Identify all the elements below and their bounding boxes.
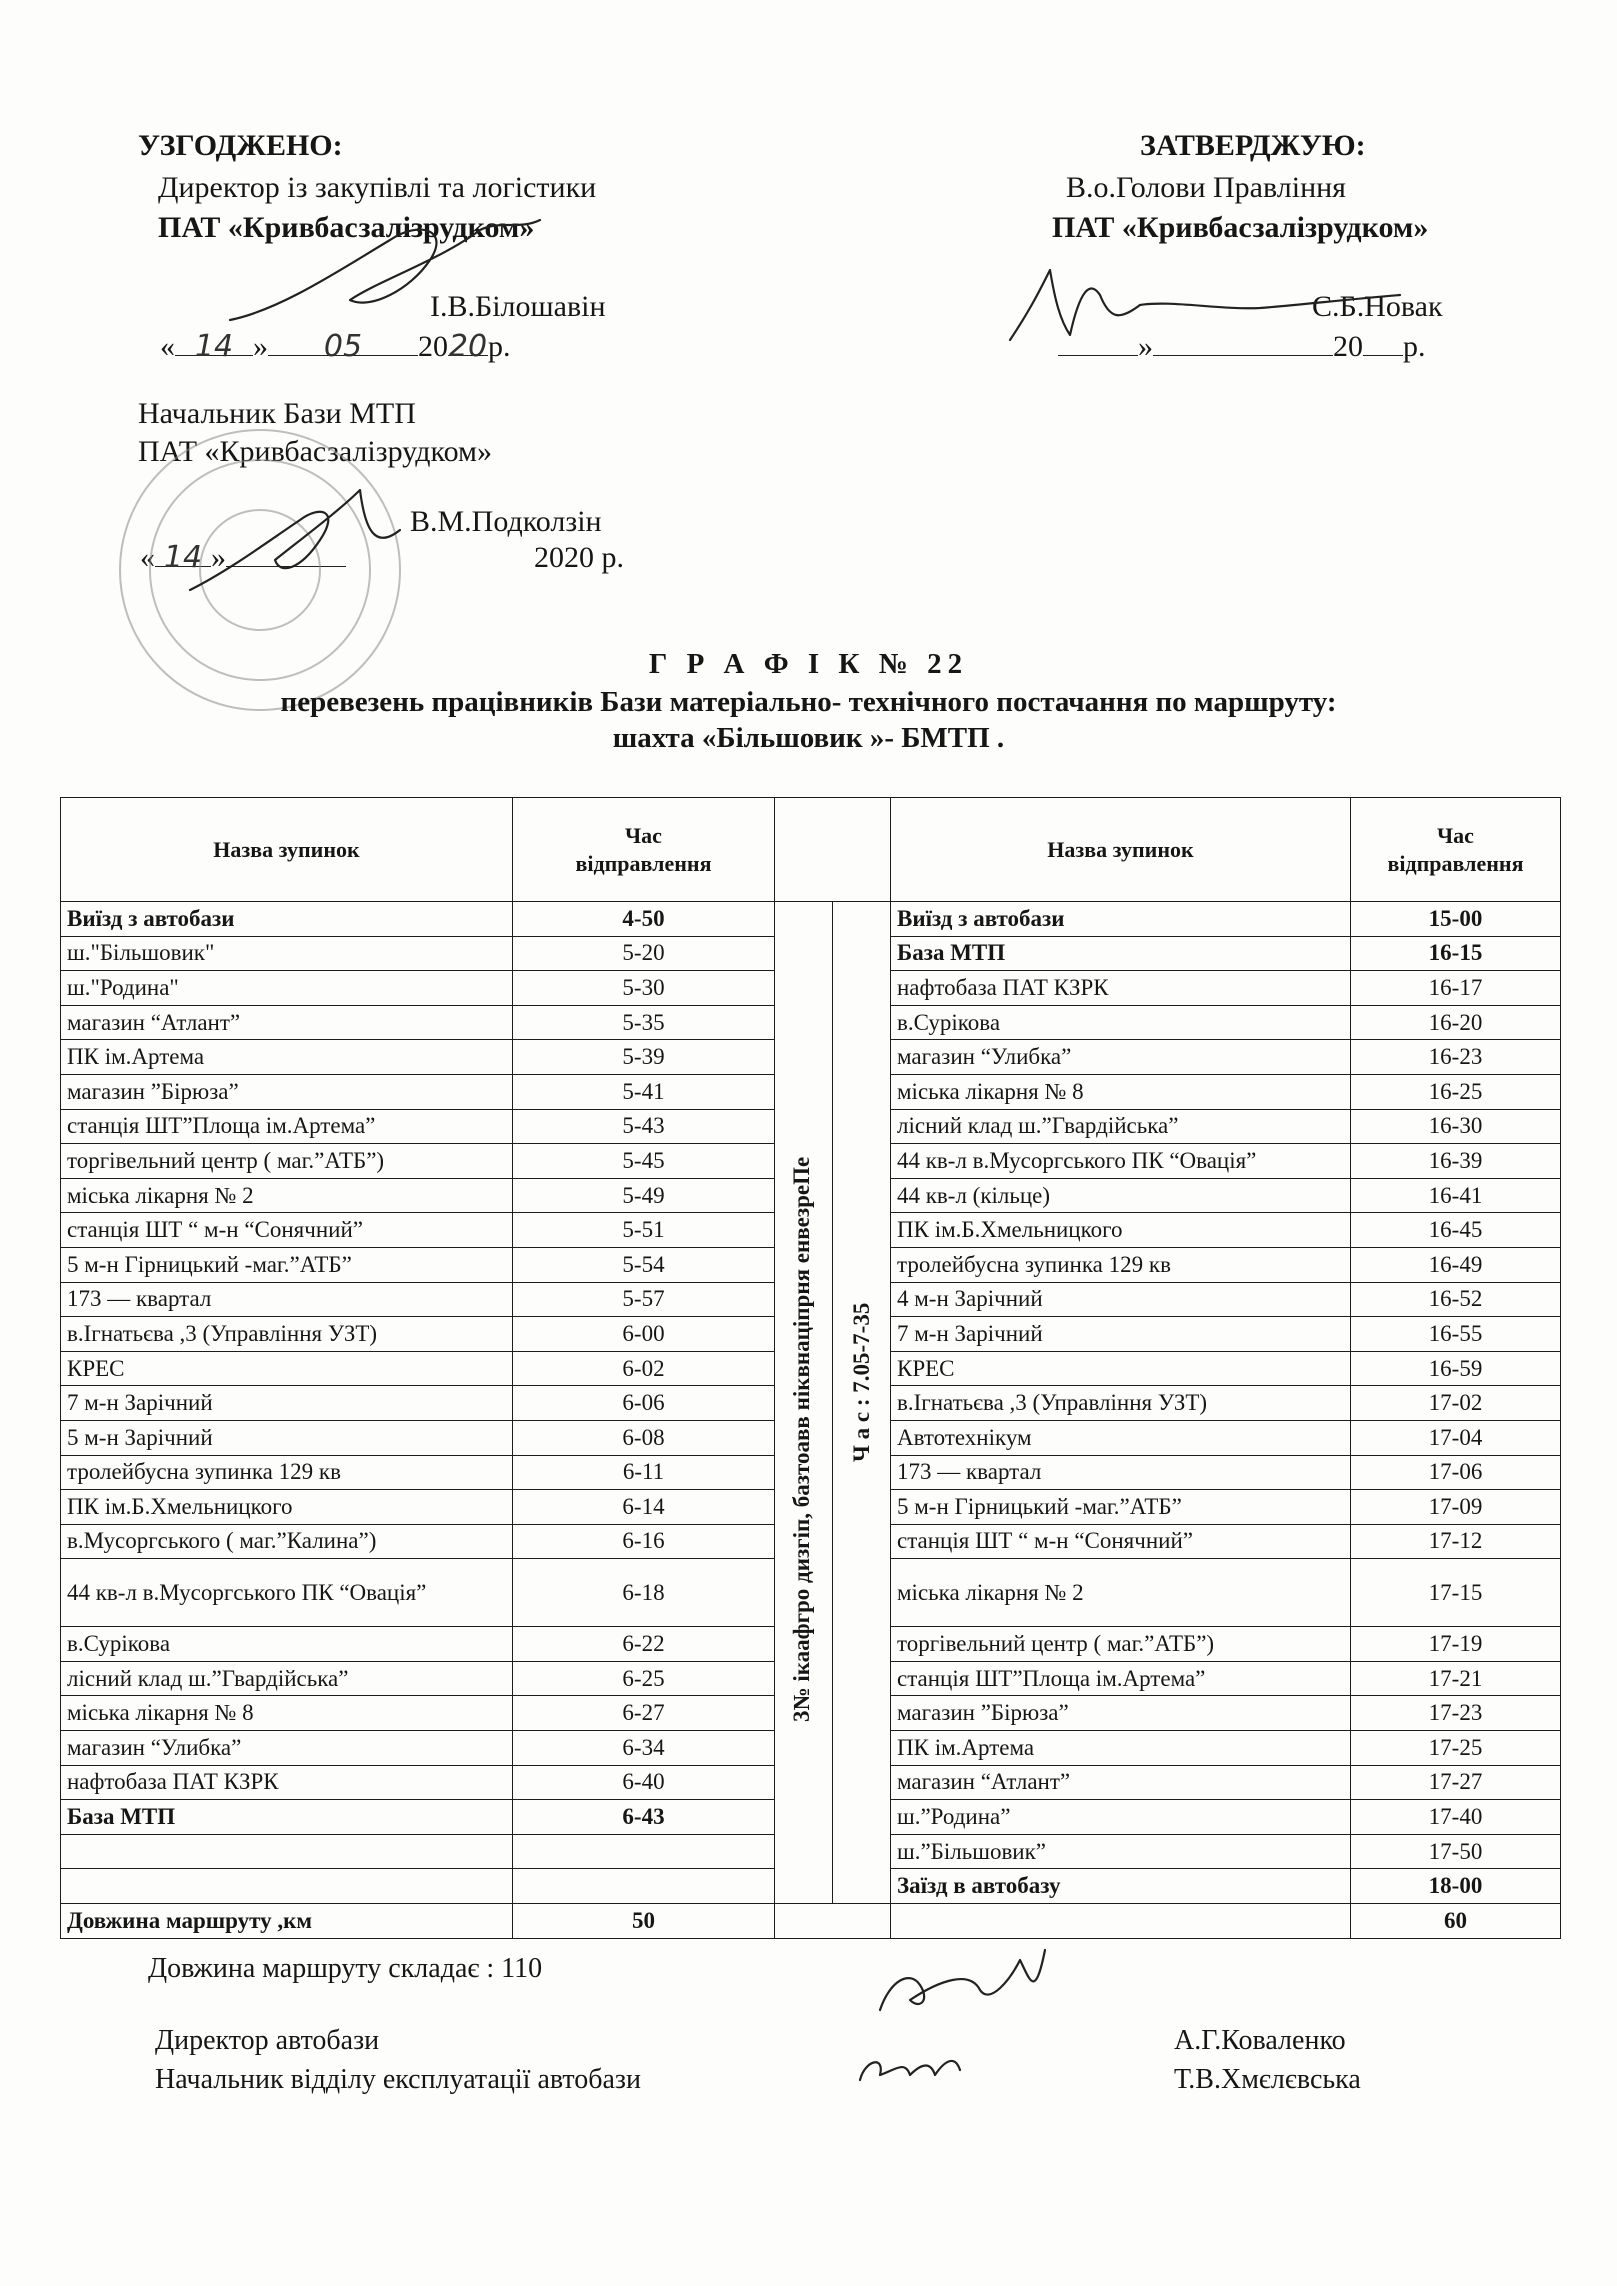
route-length-total: Довжина маршруту складає : 110 (148, 1953, 543, 1984)
departure-time-return: 16-25 (1351, 1074, 1561, 1109)
departure-time-return: 15-00 (1351, 902, 1561, 937)
stop-name-return: 4 м-н Зарічний (891, 1282, 1351, 1317)
departure-time-return: 17-12 (1351, 1524, 1561, 1559)
vertical-note-time (833, 902, 891, 1904)
departure-time-outbound: 6-02 (513, 1351, 775, 1386)
departure-time-return: 16-30 (1351, 1109, 1561, 1144)
departure-time-outbound: 6-43 (513, 1800, 775, 1835)
stop-name-outbound: в.Мусоргського ( маг.”Калина”) (61, 1524, 513, 1559)
departure-time-outbound: 6-06 (513, 1386, 775, 1421)
departure-time-outbound: 5-30 (513, 971, 775, 1006)
stop-name-outbound: База МТП (61, 1800, 513, 1835)
footer-name-ops-chief: Т.В.Хмєлєвська (1174, 2064, 1361, 2095)
total-return-label (891, 1904, 1351, 1939)
stop-name-return: станція ШТ”Площа ім.Артема” (891, 1661, 1351, 1696)
stop-name-outbound: торгівельний центр ( маг.”АТБ”) (61, 1144, 513, 1179)
stop-name-outbound: ш."Більшовик" (61, 936, 513, 971)
departure-time-return: 16-41 (1351, 1178, 1561, 1213)
col-header-stops-right: Назва зупинок (891, 798, 1351, 902)
stop-name-outbound: ПК ім.Артема (61, 1040, 513, 1075)
departure-time-return: 17-19 (1351, 1627, 1561, 1662)
total-return: 60 (1351, 1904, 1561, 1939)
vertical-note-route-text: 3№ ікаафгро дизгіп, базтоавв ніквнаціпрня енвезреПе (789, 1156, 814, 1722)
departure-time-outbound: 5-20 (513, 936, 775, 971)
stop-name-outbound: 5 м-н Гірницький -маг.”АТБ” (61, 1247, 513, 1282)
departure-time-return: 16-17 (1351, 971, 1561, 1006)
col-header-stops-left: Назва зупинок (61, 798, 513, 902)
stop-name-outbound: магазин “Улибка” (61, 1731, 513, 1766)
stop-name-return: нафтобаза ПАТ КЗРК (891, 971, 1351, 1006)
departure-time-return: 16-59 (1351, 1351, 1561, 1386)
stop-name-return: магазин “Улибка” (891, 1040, 1351, 1075)
departure-time-outbound: 6-00 (513, 1317, 775, 1352)
departure-time-outbound: 6-40 (513, 1765, 775, 1800)
departure-time-return: 17-25 (1351, 1731, 1561, 1766)
stop-name-outbound: 7 м-н Зарічний (61, 1386, 513, 1421)
stop-name-outbound: ш."Родина" (61, 971, 513, 1006)
stop-name-return: Виїзд з автобази (891, 902, 1351, 937)
stop-name-return: ш.”Більшовик” (891, 1834, 1351, 1869)
stop-name-outbound: в.Ігнатьєва ,3 (Управління УЗТ) (61, 1317, 513, 1352)
total-outbound: 50 (513, 1904, 775, 1939)
col-header-time-right: Час відправлення (1351, 798, 1561, 902)
departure-time-return: 16-49 (1351, 1247, 1561, 1282)
col-header-middle (775, 798, 891, 902)
footer-role-director: Директор автобази (155, 2025, 380, 2056)
departure-time-return: 16-20 (1351, 1005, 1561, 1040)
departure-time-return: 16-52 (1351, 1282, 1561, 1317)
signature-left (220, 200, 560, 364)
schedule-title: Г Р А Ф І К № 22 (648, 648, 969, 680)
departure-time-return: 17-21 (1351, 1661, 1561, 1696)
departure-time-outbound: 6-34 (513, 1731, 775, 1766)
stop-name-return: Автотехнікум (891, 1420, 1351, 1455)
departure-time-outbound: 5-54 (513, 1247, 775, 1282)
vertical-note-time-text: Ч а с : 7.05-7-35 (849, 1302, 874, 1462)
departure-time-return: 17-27 (1351, 1765, 1561, 1800)
stop-name-return: 7 м-н Зарічний (891, 1317, 1351, 1352)
base-chief-line1: Начальник Бази МТП (138, 397, 416, 430)
stop-name-return: 5 м-н Гірницький -маг.”АТБ” (891, 1490, 1351, 1525)
stop-name-return: 44 кв-л (кільце) (891, 1178, 1351, 1213)
stop-name-return: лісний клад ш.”Гвардійська” (891, 1109, 1351, 1144)
departure-time-outbound: 6-16 (513, 1524, 775, 1559)
approval-heading-right: ЗАТВЕРДЖУЮ: (1140, 129, 1366, 162)
departure-time-outbound: 5-49 (513, 1178, 775, 1213)
approval-left-org: ПАТ «Кривбасзалізрудком» (158, 211, 535, 244)
schedule-table (60, 797, 1560, 1933)
departure-time-return: 17-15 (1351, 1559, 1561, 1627)
approval-left-year: 20 (448, 329, 488, 364)
stop-name-return: ш.”Родина” (891, 1800, 1351, 1835)
departure-time-outbound: 6-08 (513, 1420, 775, 1455)
col-header-time-left: Час відправлення (513, 798, 775, 902)
schedule-route: шахта «Більшовик »- БМТП . (612, 722, 1005, 754)
stop-name-outbound: магазин ”Бірюза” (61, 1074, 513, 1109)
departure-time-outbound: 5-39 (513, 1040, 775, 1075)
departure-time-return: 16-23 (1351, 1040, 1561, 1075)
stop-name-outbound: міська лікарня № 2 (61, 1178, 513, 1213)
signature-base-chief (170, 470, 430, 610)
departure-time-outbound: 4-50 (513, 902, 775, 937)
base-chief-line2: ПАТ «Кривбасзалізрудком» (138, 435, 493, 468)
departure-time-outbound: 6-27 (513, 1696, 775, 1731)
approval-left-date: « 14 » 05 2020р. (160, 329, 511, 364)
signature-ops-chief (850, 2040, 970, 2100)
stop-name-outbound: міська лікарня № 8 (61, 1696, 513, 1731)
departure-time-outbound: 6-14 (513, 1490, 775, 1525)
footer-name-director: А.Г.Коваленко (1174, 2025, 1346, 2056)
footer-role-ops-chief: Начальник відділу експлуатації автобази (155, 2064, 641, 2095)
total-label: Довжина маршруту ,км (61, 1904, 513, 1939)
stop-name-outbound: 173 — квартал (61, 1282, 513, 1317)
stop-name-return: магазин “Атлант” (891, 1765, 1351, 1800)
approval-left-line1: Директор із закупівлі та логістики (158, 171, 597, 204)
schedule-subtitle: перевезень працівників Бази матеріально- технічного постачання по маршруту: (280, 686, 1337, 718)
departure-time-outbound: 6-18 (513, 1559, 775, 1627)
stop-name-outbound: в.Сурікова (61, 1627, 513, 1662)
approval-left-month: 05 (268, 329, 418, 356)
departure-time-outbound: 5-57 (513, 1282, 775, 1317)
departure-time-return: 18-00 (1351, 1869, 1561, 1904)
departure-time-return: 16-55 (1351, 1317, 1561, 1352)
stop-name-return: тролейбусна зупинка 129 кв (891, 1247, 1351, 1282)
stop-name-return: станція ШТ “ м-н “Сонячний” (891, 1524, 1351, 1559)
stop-name-outbound: станція ШТ “ м-н “Сонячний” (61, 1213, 513, 1248)
vertical-note-route (775, 902, 833, 1904)
departure-time-return: 17-02 (1351, 1386, 1561, 1421)
stop-name-outbound: нафтобаза ПАТ КЗРК (61, 1765, 513, 1800)
total-middle (775, 1904, 891, 1939)
departure-time-outbound: 5-51 (513, 1213, 775, 1248)
departure-time-outbound: 5-35 (513, 1005, 775, 1040)
departure-time-outbound: 6-11 (513, 1455, 775, 1490)
table-row (61, 902, 1561, 937)
stop-name-return: 44 кв-л в.Мусоргського ПК “Овація” (891, 1144, 1351, 1179)
departure-time-return: 17-09 (1351, 1490, 1561, 1525)
base-chief-year: 2020 р. (534, 541, 624, 574)
stop-name-return: в.Сурікова (891, 1005, 1351, 1040)
departure-time-outbound (513, 1869, 775, 1904)
stop-name-outbound: Виїзд з автобази (61, 902, 513, 937)
approval-right-name: С.Б.Новак (1312, 290, 1443, 323)
approval-right-org: ПАТ «Кривбасзалізрудком» (1052, 211, 1429, 244)
departure-time-return: 17-40 (1351, 1800, 1561, 1835)
departure-time-return: 17-23 (1351, 1696, 1561, 1731)
departure-time-return: 17-06 (1351, 1455, 1561, 1490)
departure-time-return: 16-15 (1351, 936, 1561, 971)
base-chief-date: « 14 » (140, 540, 346, 576)
approval-right-date: » 20 р. (1058, 329, 1426, 365)
stop-name-return: ПК ім.Артема (891, 1731, 1351, 1766)
departure-time-return: 17-04 (1351, 1420, 1561, 1455)
departure-time-outbound: 6-25 (513, 1661, 775, 1696)
departure-time-return: 16-39 (1351, 1144, 1561, 1179)
stop-name-return: База МТП (891, 936, 1351, 971)
approval-heading-left: УЗГОДЖЕНО: (138, 129, 343, 162)
stop-name-return: торгівельний центр ( маг.”АТБ”) (891, 1627, 1351, 1662)
stop-name-return: ПК ім.Б.Хмельницкого (891, 1213, 1351, 1248)
stop-name-outbound: станція ШТ”Площа ім.Артема” (61, 1109, 513, 1144)
stop-name-outbound: ПК ім.Б.Хмельницкого (61, 1490, 513, 1525)
stop-name-return: КРЕС (891, 1351, 1351, 1386)
stop-name-outbound (61, 1834, 513, 1869)
departure-time-return: 16-45 (1351, 1213, 1561, 1248)
departure-time-outbound: 5-45 (513, 1144, 775, 1179)
approval-right-line1: В.о.Голови Правління (1066, 171, 1346, 204)
stop-name-outbound (61, 1869, 513, 1904)
stop-name-return: міська лікарня № 2 (891, 1559, 1351, 1627)
departure-time-outbound (513, 1834, 775, 1869)
departure-time-outbound: 5-43 (513, 1109, 775, 1144)
table-total-row (61, 1904, 1561, 1939)
base-chief-day: 14 (155, 540, 211, 567)
departure-time-outbound: 6-22 (513, 1627, 775, 1662)
departure-time-outbound: 5-41 (513, 1074, 775, 1109)
base-chief-name: В.М.Подколзін (410, 505, 602, 538)
stop-name-outbound: лісний клад ш.”Гвардійська” (61, 1661, 513, 1696)
stop-name-outbound: КРЕС (61, 1351, 513, 1386)
stop-name-return: 173 — квартал (891, 1455, 1351, 1490)
stop-name-outbound: магазин “Атлант” (61, 1005, 513, 1040)
stop-name-return: в.Ігнатьєва ,3 (Управління УЗТ) (891, 1386, 1351, 1421)
stop-name-outbound: тролейбусна зупинка 129 кв (61, 1455, 513, 1490)
approval-left-name: І.В.Білошавін (430, 290, 606, 323)
stop-name-outbound: 44 кв-л в.Мусоргського ПК “Овація” (61, 1559, 513, 1627)
signature-right (1000, 250, 1420, 360)
stop-name-return: Заїзд в автобазу (891, 1869, 1351, 1904)
signature-director (860, 1940, 1060, 2030)
stop-name-return: магазин ”Бірюза” (891, 1696, 1351, 1731)
stop-name-outbound: 5 м-н Зарічний (61, 1420, 513, 1455)
approval-left-day: 14 (175, 329, 253, 356)
stop-name-return: міська лікарня № 8 (891, 1074, 1351, 1109)
departure-time-return: 17-50 (1351, 1834, 1561, 1869)
